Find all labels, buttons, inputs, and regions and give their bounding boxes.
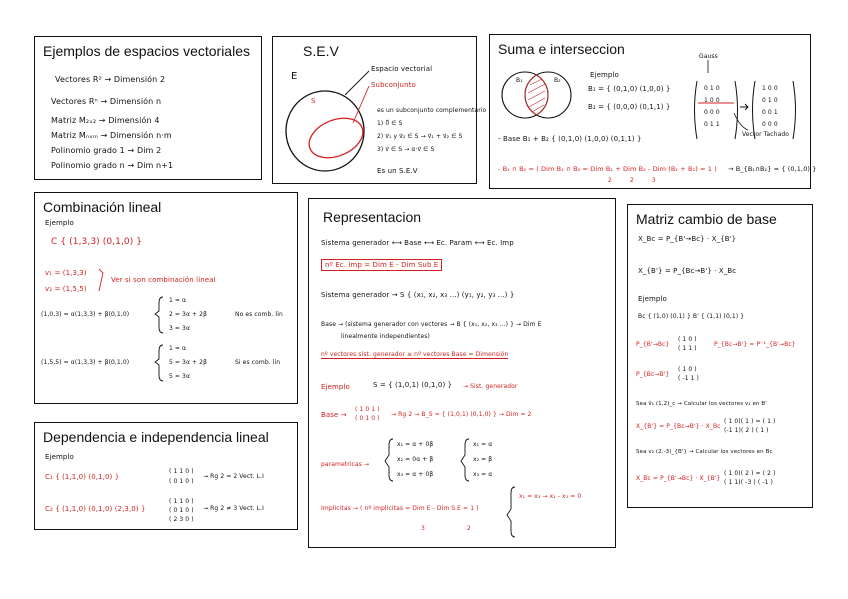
card-suma <box>489 34 817 189</box>
arrow-subconjunto <box>353 86 369 123</box>
sys1-1: 2 = 3α + 2β <box>169 311 208 318</box>
param-sys-1: x₂ = 0α + β <box>397 456 434 463</box>
sist-gen: → Sist. generador <box>463 383 518 390</box>
impl-line: Implicitas → ( nº implicitas = Dim E - Dim S.E = 1 ) <box>321 505 479 512</box>
cond-1: 1) 0⃗ ∈ S <box>377 120 403 127</box>
ejemplo-label: Ejemplo <box>45 219 74 227</box>
combinacion-braces <box>35 193 299 405</box>
card-title: Ejemplos de espacios vectoriales <box>43 43 250 59</box>
r1: → Rg 2 = 2 Vect. L.I <box>203 473 265 480</box>
line: Vectores R² → Dimensión 2 <box>55 75 166 84</box>
sea-2: Sea v₂ (2,-3)_{B'} → Calcular los vectores en Bc <box>636 449 773 455</box>
inter-result: → B_{B₁∩B₂} = { (0,1,0) } <box>728 165 817 173</box>
sys2-1: 5 = 3α + 2β <box>169 359 208 366</box>
bases: Bc { (1,0) (0,1) } B' { (1,1) (0,1) } <box>638 313 745 320</box>
line-5: nº vectores sist. generador ≥ nº vectores Base = Dimensión <box>321 351 509 358</box>
inter-line: - B₁ ∩ B₂ = ( Dim B₁ ∩ B₂ = Dim B₁ + Dim B₂ - Dim (B₁ + B₂) = 1 ) <box>498 165 717 173</box>
base-matrix: ( 1 0 1 ) ( 0 1 0 ) <box>355 406 380 422</box>
card-sev <box>272 36 487 184</box>
impl-num-1: 2 <box>467 525 471 532</box>
espacio-ellipse <box>286 91 364 171</box>
p1-label: P_{B'→Bc} <box>636 341 670 348</box>
eq1: (1,0,3) = α(1,3,3) + β(0,1,0) <box>41 311 130 318</box>
ejemplo-label: Ejemplo <box>45 453 74 461</box>
card-matriz <box>627 204 813 508</box>
line-4b: linealmente independientes) <box>341 333 430 340</box>
sys1-0: 1 = α <box>169 297 187 304</box>
param-res-2: x₃ = α <box>473 471 493 478</box>
card-dependencia <box>34 422 298 530</box>
venn-label-b2: B₂ <box>554 77 561 84</box>
matrix-c1: ( 1 1 0 ) ( 0 1 0 ) <box>169 468 194 485</box>
x1-result: ( 1 0)( 1 ) = ( 1 ) (-1 1)( 2 ) ( 1 ) <box>724 418 776 434</box>
line-3: Sistema generador → S { (x₁, x₂, x₃ ...) (y₁, y₂, y₃ ...) } <box>321 291 515 299</box>
espacio-label: Espacio vectorial <box>371 65 433 73</box>
sys2-2: 5 = 3α <box>169 373 191 380</box>
c2-set: C₂ { (1,1,0) (0,1,0) (2,3,0) } <box>45 505 146 513</box>
p1-matrix: ( 1 0 ) ( 1 1 ) <box>678 336 697 352</box>
res1: No es comb. lin <box>235 311 283 318</box>
param-label: parametricas → <box>321 461 370 468</box>
line-4: Base → (sistema generador con vectores → B { (x₁, x₂, x₃ ...) } → Dim E <box>321 321 542 328</box>
param-sys-0: x₁ = α + 0β <box>397 441 434 448</box>
v2: v₂ = (1,5,5) <box>45 285 87 293</box>
c-set: C { (1,3,3) (0,1,0) } <box>51 237 143 247</box>
matrix-right: 1 0 0 0 1 0 0 0 1 0 0 0 <box>762 85 778 128</box>
base-rg: → Rg 2 → B_S = { (1,0,1) (0,1,0) } → Dim = 2 <box>391 411 532 418</box>
p2-label: P_{Bc→B'} = P⁻¹_{B'→Bc} <box>714 341 796 348</box>
card-title: Suma e interseccion <box>498 41 625 57</box>
card-title: Matriz cambio de base <box>636 211 777 227</box>
cond-2: 2) v⃗₁ y v⃗₂ ∈ S → v⃗₁ + v⃗₂ ∈ S <box>377 133 463 140</box>
sea-1: Sea v⃗₁ (1,2)_c → Calcular los vectores v₁ en B' <box>636 401 767 407</box>
card-combinacion <box>34 192 298 404</box>
s-set: S = { (1,0,1) (0,1,0) } <box>373 381 453 389</box>
x2-result: ( 1 0)( 2 ) = ( 2 ) ( 1 1)( -3 ) ( -1 ) <box>724 470 776 486</box>
impl-res: x₁ = x₃ → x₁ - x₃ = 0 <box>519 493 582 500</box>
b1-set: B₁ = { (0,1,0) (1,0,0) } <box>588 85 671 93</box>
label-s: S <box>311 97 316 105</box>
eq2: (1,5,5) = α(1,3,3) + β(0,1,0) <box>41 359 130 366</box>
p3-matrix: ( 1 0 ) ( -1 1 ) <box>678 366 700 382</box>
arrow-espacio <box>345 71 369 95</box>
matrix-left: 0 1 0 1 0 0 0 0 0 0 1 1 <box>704 85 720 128</box>
venn-intersection <box>525 75 548 115</box>
param-res-1: x₂ = β <box>473 456 493 463</box>
ejemplo-label: Ejemplo <box>321 383 350 391</box>
line: Polinomio grado n → Dim n+1 <box>51 161 174 170</box>
line-2: nº Ec. imp = Dim E - Dim Sub E <box>321 259 442 271</box>
x1-formula: X_{B'} = P_{Bc→B'} · X_Bc <box>636 423 721 430</box>
x2-formula: X_Bc = P_{B'→Bc} · X_{B'} <box>636 475 721 482</box>
es-un: es un subconjunto complementario <box>377 107 487 114</box>
line: Polinomio grado 1 → Dim 2 <box>51 146 162 155</box>
line: Matriz Mₙₓₘ → Dimensión n·m <box>51 131 172 140</box>
card-representacion <box>308 198 616 548</box>
param-res-0: x₁ = α <box>473 441 493 448</box>
formula-2: X_{B'} = P_{Bc→B'} · X_Bc <box>638 267 737 275</box>
cond-3: 3) v⃗ ∈ S → α·v⃗ ∈ S <box>377 146 435 153</box>
vector-tachado: Vector Tachado <box>742 131 790 138</box>
card-title: Dependencia e independencia lineal <box>43 429 269 445</box>
conclusion: Es un S.E.V <box>377 167 418 175</box>
formula-1: X_Bc = P_{B'→Bc} · X_{B'} <box>638 235 737 243</box>
card-ejemplos <box>34 36 262 180</box>
p3-label: P_{Bc→B'} <box>636 371 670 378</box>
line: Matriz M₂ₓ₂ → Dimensión 4 <box>51 116 160 125</box>
line-1: Sistema generador ⟷ Base ⟷ Ec. Param ⟷ Ec. Imp <box>321 239 514 247</box>
res2: Si es comb. lin <box>235 359 281 366</box>
ejemplo-label: Ejemplo <box>638 295 667 303</box>
sys2-0: 1 = α <box>169 345 187 352</box>
venn-label-b1: B₁ <box>516 77 523 84</box>
subconjunto-label: Subconjunto <box>371 81 416 89</box>
nums-under: 2 2 3 <box>608 177 656 184</box>
sys1-2: 3 = 3α <box>169 325 191 332</box>
matrix-c2: ( 1 1 0 ) ( 0 1 0 ) ( 2 3 0 ) <box>169 498 194 523</box>
ver-label: Ver si son combinación lineal <box>111 276 216 284</box>
r2: → Rg 2 ≠ 3 Vect. L.I <box>203 505 265 512</box>
card-title: Combinación lineal <box>43 199 162 215</box>
impl-num-0: 3 <box>421 525 425 532</box>
card-title: S.E.V <box>303 43 339 59</box>
line: Vectores Rⁿ → Dimensión n <box>51 97 162 106</box>
gauss-label: Gauss <box>699 53 718 60</box>
label-e: E <box>291 71 298 82</box>
base-line: - Base B₁ + B₂ { (0,1,0) (1,0,0) (0,1,1) } <box>498 135 642 143</box>
c1-set: C₁ { (1,1,0) (0,1,0) } <box>45 473 120 481</box>
param-sys-2: x₃ = α + 0β <box>397 471 434 478</box>
ejemplo-label: Ejemplo <box>590 71 619 79</box>
card-title: Representacion <box>323 209 422 225</box>
b2-set: B₂ = { (0,0,0) (0,1,1) } <box>588 103 671 111</box>
base-label: Base → <box>321 411 347 419</box>
v1: v₁ = (1,3,3) <box>45 269 87 277</box>
subconjunto-ellipse <box>303 111 368 165</box>
